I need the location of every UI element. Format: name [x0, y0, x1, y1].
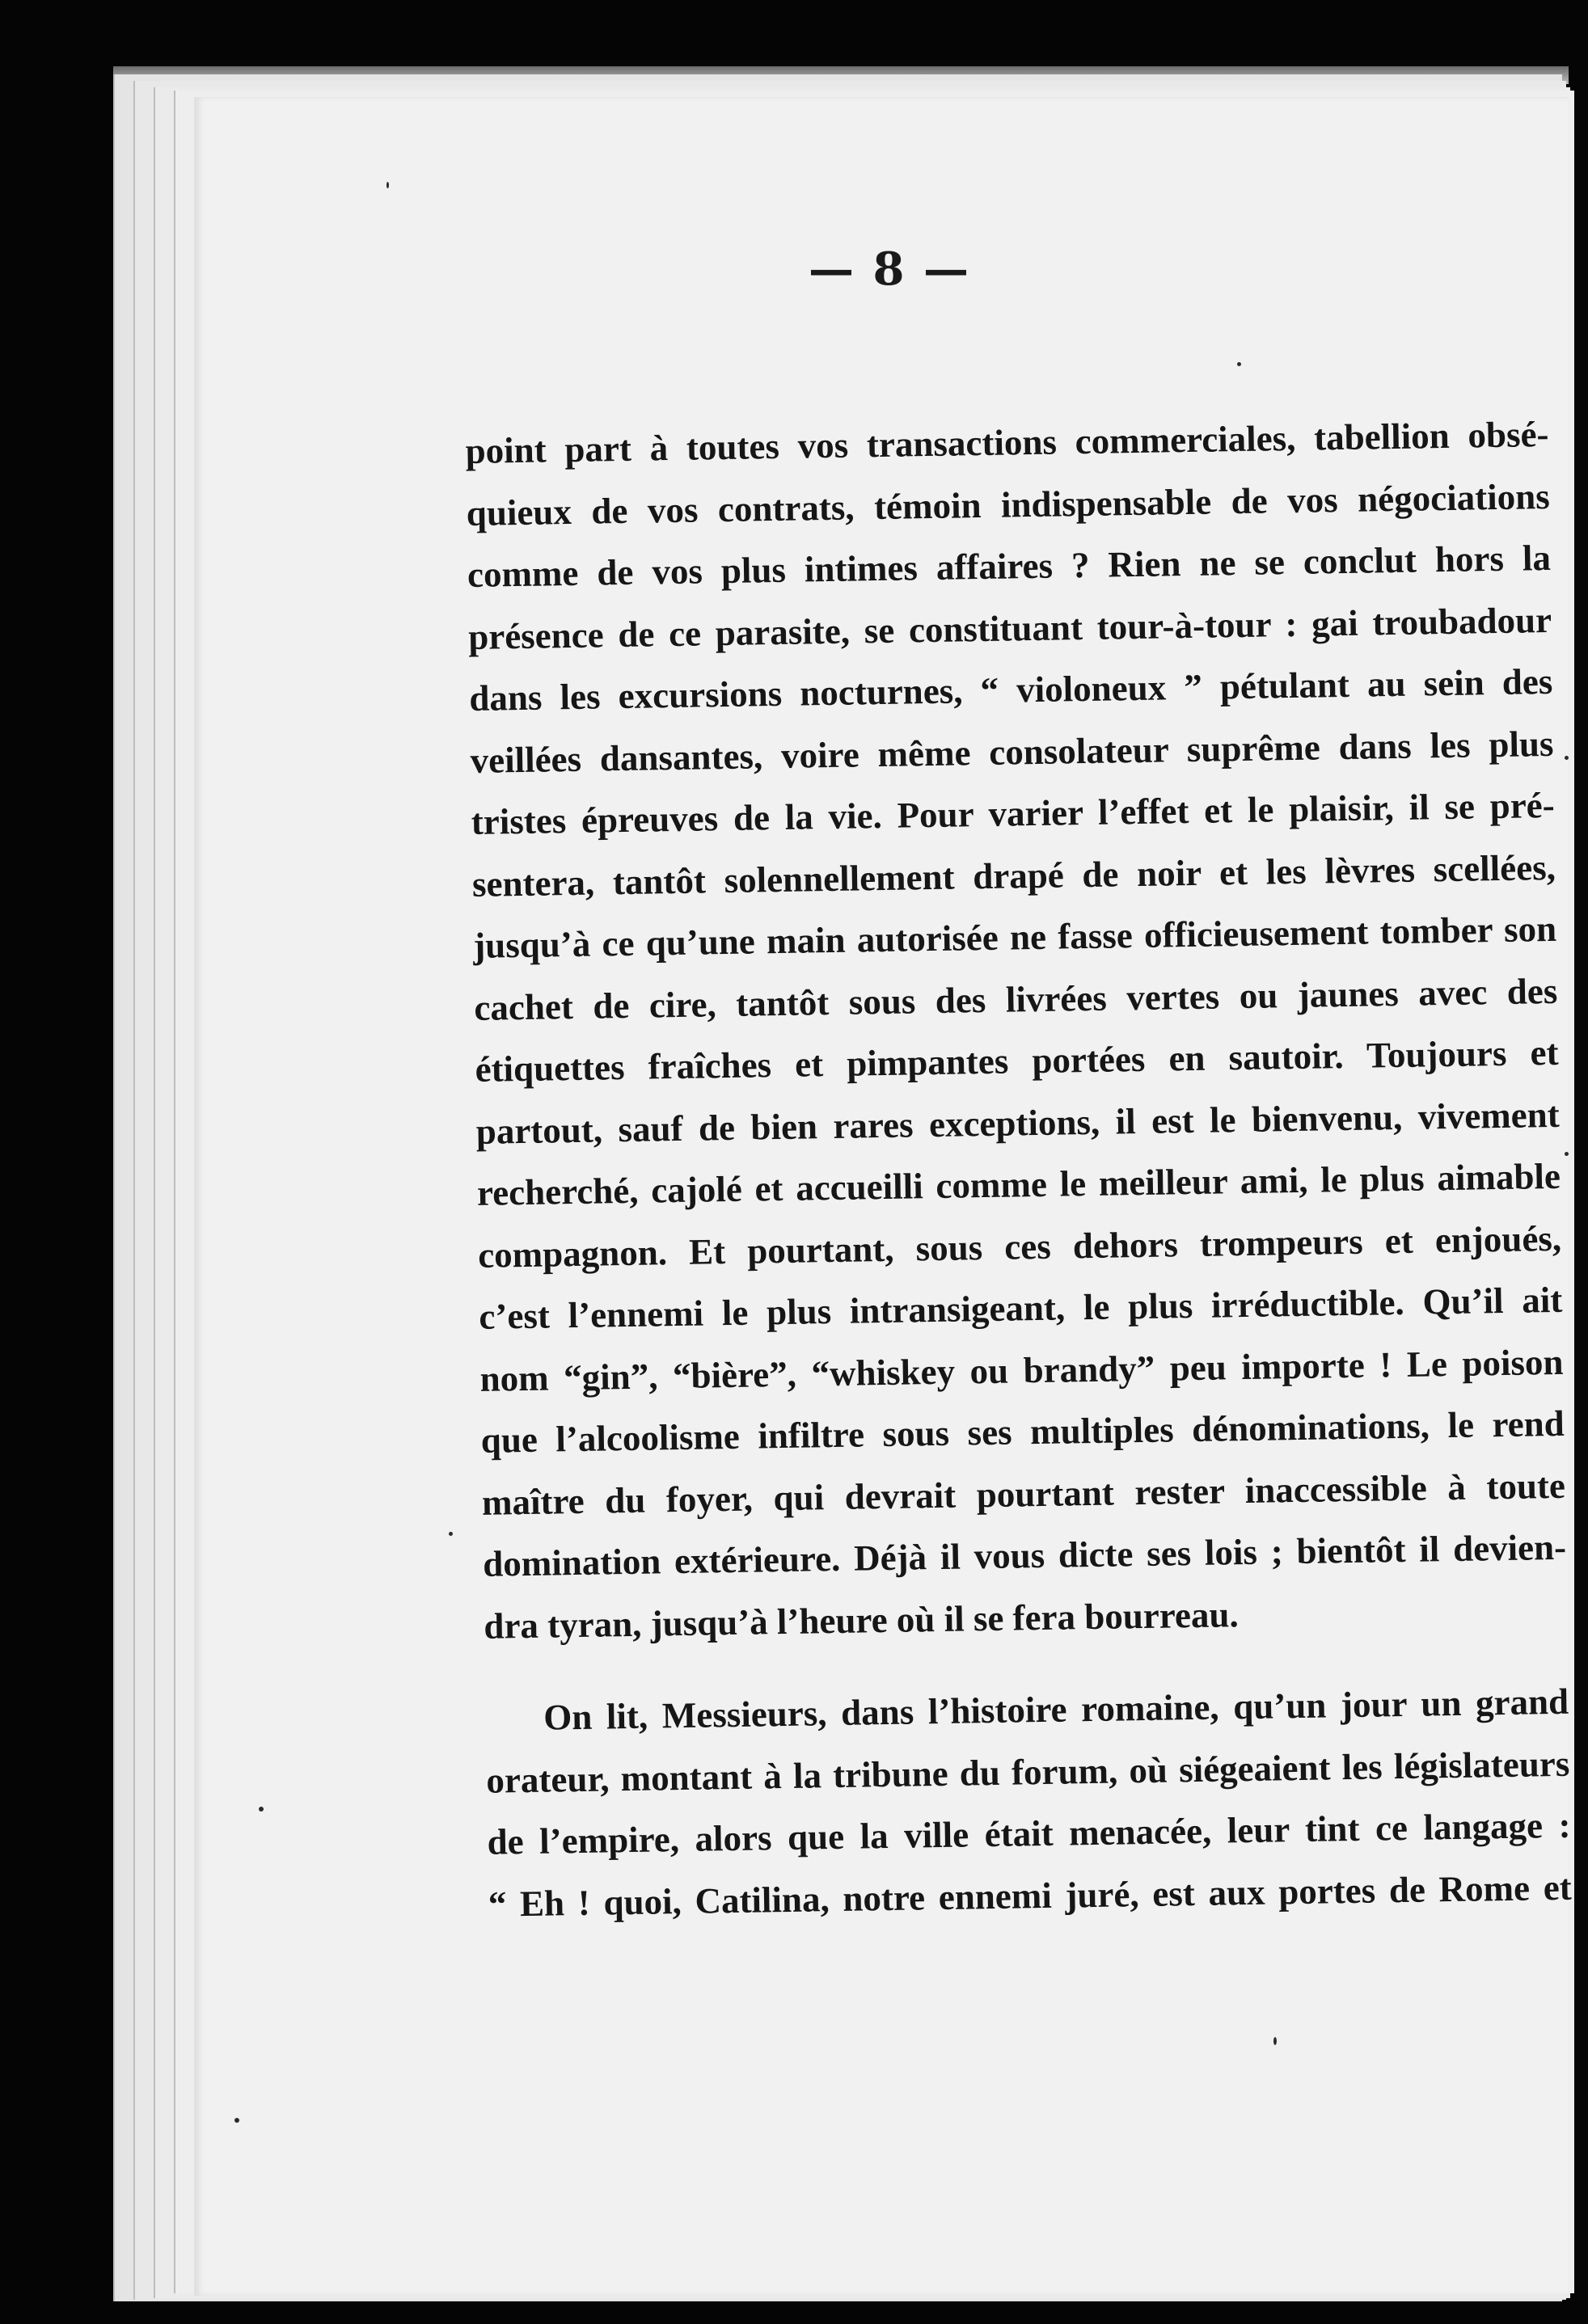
text-line: On lit, Messieurs, dans l’histoire romaine, qu’un jour un grand: [543, 1681, 1569, 1738]
scan-speck: [1565, 1152, 1569, 1156]
text-line: de l’empire, alors que la ville était menacée, leur tint ce langage :: [487, 1804, 1571, 1862]
scan-speck: [1273, 2037, 1277, 2045]
paragraph: [485, 1671, 1573, 1935]
body-text: [465, 403, 1572, 1935]
text-line: dans les excursions nocturnes, “ violoneux ” pétulant au sein des: [469, 660, 1553, 719]
text-line: quieux de vos contrats, témoin indispensable de vos négociations: [466, 475, 1551, 534]
text-line: cachet de cire, tantôt sous des livrées vertes ou jaunes avec des: [474, 970, 1558, 1028]
text-line: partout, sauf de bien rares exceptions, il est le bienvenu, vivement: [475, 1094, 1561, 1152]
text-line: présence de ce parasite, se constituant tour-à-tour : gai troubadour: [467, 599, 1552, 657]
scan-speck: [1237, 362, 1241, 366]
paragraph: [465, 403, 1568, 1657]
text-line: dra tyran, jusqu’à l’heure où il se fera bourreau.: [484, 1593, 1240, 1647]
text-line: c’est l’ennemi le plus intransigeant, le plus irréductible. Qu’il ait: [479, 1279, 1563, 1337]
text-line: compagnon. Et pourtant, sous ces dehors trompeurs et enjoués,: [477, 1217, 1562, 1276]
text-line: sentera, tantôt solennellement drapé de noir et les lèvres scellées,: [471, 846, 1556, 905]
text-line: veillées dansantes, voire même consolateur suprême dans les plus: [470, 723, 1554, 781]
text-line: domination extérieure. Déjà il vous dicte ses lois ; bientôt il devien-: [482, 1526, 1567, 1584]
text-line: maître du foyer, qui devrait pourtant rester inaccessible à toute: [481, 1465, 1566, 1523]
scan-speck: [234, 2118, 239, 2123]
text-line: étiquettes fraîches et pimpantes portées en sautoir. Toujours et: [475, 1031, 1559, 1090]
text-line: point part à toutes vos transactions commerciales, tabellion obsé-: [465, 413, 1549, 471]
text-line: orateur, montant à la tribune du forum, où siégeaient les législateurs: [486, 1743, 1570, 1801]
scan-speck: [386, 182, 389, 188]
page-number: — 8 —: [809, 243, 970, 296]
text-line: “ Eh ! quoi, Catilina, notre ennemi juré, est aux portes de Rome et: [488, 1866, 1573, 1925]
text-line: tristes épreuves de la vie. Pour varier l’effet et le plaisir, il se pré-: [471, 784, 1556, 842]
text-line: jusqu’à ce qu’une main autorisée ne fasse officieusement tomber son: [472, 908, 1557, 966]
text-line: que l’alcoolisme infiltre sous ses multiples dénominations, le rend: [480, 1402, 1565, 1461]
text-line: comme de vos plus intimes affaires ? Rien ne se conclut hors la: [467, 537, 1552, 595]
text-line: recherché, cajolé et accueilli comme le meilleur ami, le plus aimable: [476, 1155, 1561, 1213]
scan-speck: [449, 1532, 453, 1536]
scan-speck: [259, 1807, 264, 1812]
scan-speck: [1565, 756, 1569, 760]
text-line: nom “gin”, “bière”, “whiskey ou brandy” peu importe ! Le poison: [479, 1341, 1564, 1399]
